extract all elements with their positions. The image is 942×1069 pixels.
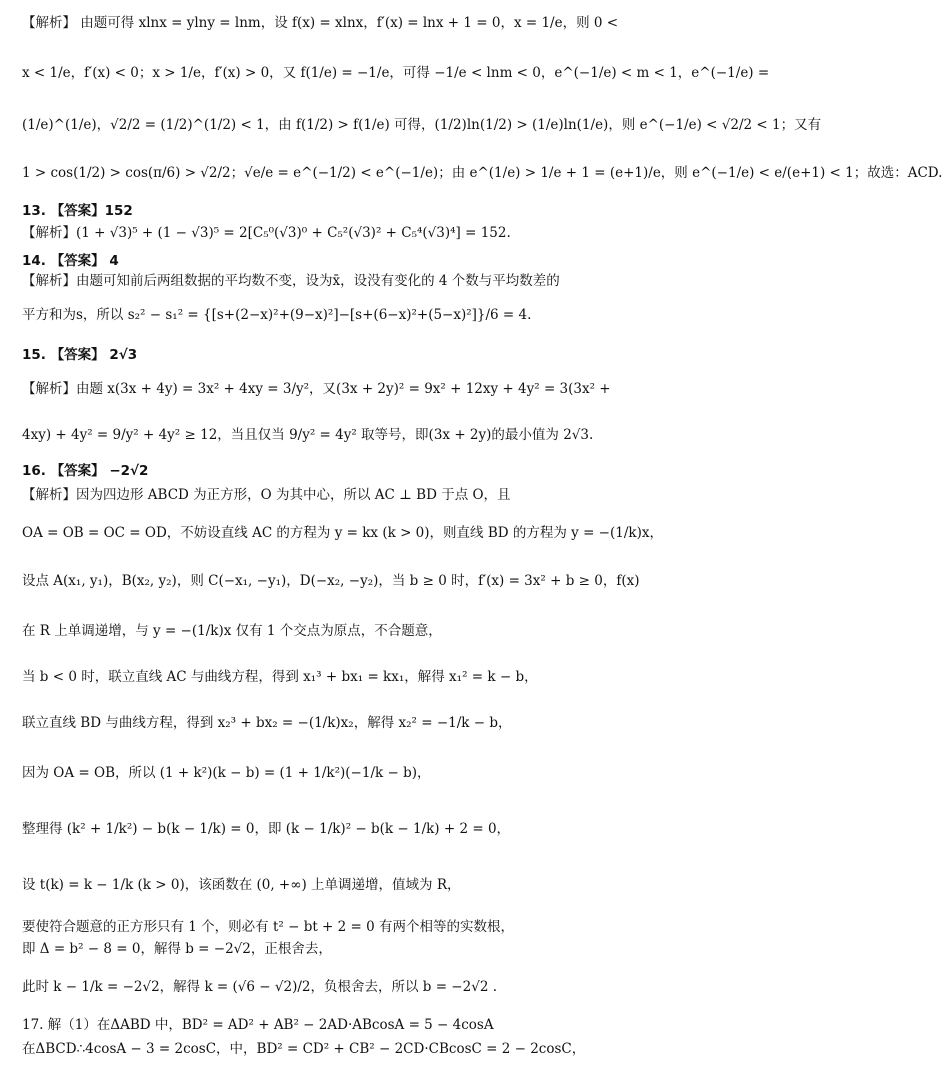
solution-12-line-1: 【解析】 由题可得 xlnx = ylny = lnm，设 f(x) = xlnx，f′(x) = lnx + 1 = 0，x = 1/e，则 0 <: [22, 15, 619, 31]
solution-15-line-1: 【解析】由题 x(3x + 4y) = 3x² + 4xy = 3/y²，又(3x + 2y)² = 9x² + 12xy + 4y² = 3(3x² +: [22, 381, 611, 397]
solution-17-line-1: 17. 解（1）在ΔABD 中，BD² = AD² + AB² − 2AD·ABcosA = 5 − 4cosA: [22, 1017, 494, 1033]
solution-15-line-2: 4xy) + 4y² = 9/y² + 4y² ≥ 12，当且仅当 9/y² = 4y² 取等号，即(3x + 2y)的最小值为 2√3.: [22, 427, 594, 443]
answer-16-heading: 16. 【答案】 −2√2: [22, 463, 149, 479]
solution-12-line-2: x < 1/e，f′(x) < 0；x > 1/e，f′(x) > 0，又 f(1/e) = −1/e，可得 −1/e < lnm < 0，e^(−1/e) < m < 1，e^(−1/e) =: [22, 65, 770, 81]
solution-16-line-2: OA = OB = OC = OD，不妨设直线 AC 的方程为 y = kx (k > 0)，则直线 BD 的方程为 y = −(1/k)x，: [22, 525, 663, 541]
answer-15-heading: 15. 【答案】 2√3: [22, 347, 138, 363]
solution-14-line-1: 【解析】由题可知前后两组数据的平均数不变，设为x̄，设没有变化的 4 个数与平均数差的: [22, 273, 560, 289]
solution-16-line-4: 在 R 上单调递增，与 y = −(1/k)x 仅有 1 个交点为原点，不合题意，: [22, 623, 442, 639]
solution-12-line-3: (1/e)^(1/e)，√2/2 = (1/2)^(1/2) < 1，由 f(1/2) > f(1/e) 可得，(1/2)ln(1/2) > (1/e)ln(1/e)，则 e^(−1/e) < √2/2 < 1；又有: [22, 117, 822, 133]
solution-16-line-10: 要使符合题意的正方形只有 1 个，则必有 t² − bt + 2 = 0 有两个相等的实数根，: [22, 919, 515, 935]
answer-14-heading: 14. 【答案】 4: [22, 253, 119, 269]
solution-16-line-3: 设点 A(x₁, y₁)，B(x₂, y₂)，则 C(−x₁, −y₁)，D(−x₂, −y₂)，当 b ≥ 0 时，f′(x) = 3x² + b ≥ 0，f(x): [22, 573, 640, 589]
solution-16-line-1: 【解析】因为四边形 ABCD 为正方形，O 为其中心，所以 AC ⊥ BD 于点 O，且: [22, 487, 511, 503]
solution-16-line-9: 设 t(k) = k − 1/k (k > 0)，该函数在 (0, +∞) 上单调递增，值域为 R，: [22, 877, 461, 893]
solution-16-line-11: 即 Δ = b² − 8 = 0，解得 b = −2√2，正根舍去，: [22, 941, 332, 957]
solution-14-line-2: 平方和为s，所以 s₂² − s₁² = {[s+(2−x)²+(9−x)²]−[s+(6−x)²+(5−x)²]}/6 = 4.: [22, 307, 532, 323]
solution-16-line-12: 此时 k − 1/k = −2√2，解得 k = (√6 − √2)/2，负根舍去，所以 b = −2√2 .: [22, 979, 497, 995]
solution-16-line-8: 整理得 (k² + 1/k²) − b(k − 1/k) = 0，即 (k − 1/k)² − b(k − 1/k) + 2 = 0，: [22, 821, 511, 837]
solution-16-line-6: 联立直线 BD 与曲线方程，得到 x₂³ + bx₂ = −(1/k)x₂，解得 x₂² = −1/k − b，: [22, 715, 512, 731]
solution-16-line-7: 因为 OA = OB，所以 (1 + k²)(k − b) = (1 + 1/k²)(−1/k − b)，: [22, 765, 431, 781]
solution-16-line-5: 当 b < 0 时，联立直线 AC 与曲线方程，得到 x₁³ + bx₁ = kx₁，解得 x₁² = k − b，: [22, 669, 538, 685]
solution-13: 【解析】(1 + √3)⁵ + (1 − √3)⁵ = 2[C₅⁰(√3)⁰ + C₅²(√3)² + C₅⁴(√3)⁴] = 152.: [22, 225, 511, 241]
solution-17-line-2: 在ΔBCD∴4cosA − 3 = 2cosC，中，BD² = CD² + CB² − 2CD·CBcosC = 2 − 2cosC，: [22, 1041, 586, 1057]
answer-13-heading: 13. 【答案】152: [22, 203, 133, 219]
solution-12-line-4: 1 > cos(1/2) > cos(π/6) > √2/2；√e/e = e^(−1/2) < e^(−1/e)；由 e^(1/e) > 1/e + 1 = (e+1)/e，则 e^(−1/e) < e/(e+1) < 1；故选：ACD.: [22, 165, 942, 181]
